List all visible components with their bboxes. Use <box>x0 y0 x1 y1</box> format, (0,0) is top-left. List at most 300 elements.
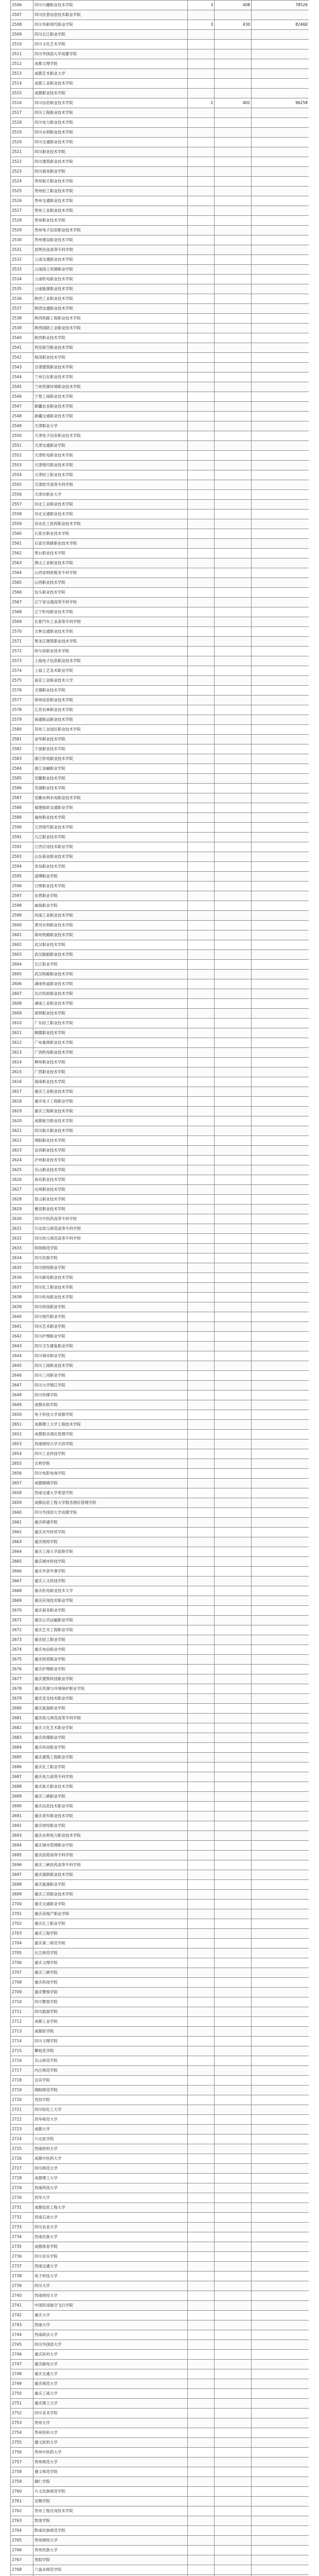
cell-v3 <box>252 431 309 441</box>
cell-v2 <box>215 402 252 412</box>
table-row <box>11 1175 309 1185</box>
cell-name: 天津现代职业技术学院 <box>33 461 188 470</box>
cell-v2 <box>215 774 252 784</box>
cell-v2 <box>215 1263 252 1273</box>
cell-v3 <box>252 2037 309 2046</box>
cell-v1 <box>188 872 215 882</box>
table-row <box>11 1273 309 1283</box>
cell-v3 <box>252 1518 309 1528</box>
cell-code: 2727 <box>11 2164 33 2174</box>
cell-v2 <box>215 2272 252 2281</box>
cell-v3 <box>252 1860 309 1870</box>
cell-v1 <box>188 392 215 402</box>
cell-v1 <box>188 2027 215 2037</box>
cell-v3 <box>252 245 309 255</box>
cell-name: 绵阳师范学院 <box>33 2086 188 2095</box>
cell-v1 <box>188 1851 215 1860</box>
cell-code: 2639 <box>11 1302 33 1312</box>
table-row <box>11 59 309 69</box>
cell-v1 <box>188 725 215 735</box>
table-row <box>11 813 309 823</box>
cell-name: 四川长江职业学院 <box>33 30 188 40</box>
cell-name: 乐山师范学院 <box>33 2056 188 2066</box>
cell-v3 <box>252 1097 309 1107</box>
table-row <box>11 2174 309 2183</box>
cell-v3 <box>252 372 309 382</box>
cell-v3 <box>252 2046 309 2056</box>
cell-v1 <box>188 1508 215 1518</box>
table-row <box>11 510 309 519</box>
cell-v2 <box>215 2281 252 2291</box>
cell-v1 <box>188 1674 215 1684</box>
cell-code: 2602 <box>11 940 33 950</box>
cell-v3 <box>252 500 309 510</box>
cell-v2 <box>215 1107 252 1116</box>
cell-v3 <box>252 1704 309 1714</box>
table-row <box>11 1058 309 1067</box>
cell-v1 <box>188 196 215 206</box>
table-row <box>11 1136 309 1146</box>
cell-v1 <box>188 324 215 333</box>
cell-name: 重庆传媒职业学院 <box>33 1733 188 1743</box>
table-row <box>11 1077 309 1087</box>
cell-v3 <box>252 2467 309 2477</box>
cell-v1 <box>188 226 215 235</box>
cell-code: 2587 <box>11 793 33 803</box>
cell-v1 <box>188 2213 215 2223</box>
cell-v2 <box>215 1342 252 1351</box>
cell-v2 <box>215 901 252 911</box>
table-row <box>11 2007 309 2017</box>
cell-v3 <box>252 1606 309 1616</box>
cell-name: 成都银杏酒店管理学院 <box>33 1430 188 1439</box>
cell-v2 <box>215 1665 252 1674</box>
table-row <box>11 40 309 49</box>
cell-name: 常州信息职业技术学院 <box>33 696 188 705</box>
cell-v1 <box>188 314 215 324</box>
cell-v1 <box>188 774 215 784</box>
cell-v2 <box>215 607 252 617</box>
cell-v1 <box>188 1782 215 1792</box>
cell-v2 <box>215 725 252 735</box>
table-row <box>11 549 309 558</box>
cell-v3 <box>252 921 309 930</box>
cell-v1 <box>188 108 215 118</box>
cell-name: 四川民族学院 <box>33 1253 188 1263</box>
cell-name: 贵州工业职业技术学院 <box>33 206 188 216</box>
cell-code: 2566 <box>11 588 33 598</box>
cell-code: 2718 <box>11 2076 33 2086</box>
cell-code: 2591 <box>11 833 33 842</box>
cell-code: 2626 <box>11 1175 33 1185</box>
cell-name: 安徽职业技术学院 <box>33 774 188 784</box>
cell-name: 深圳职业技术学院 <box>33 1009 188 1019</box>
cell-code: 2564 <box>11 568 33 578</box>
cell-code: 2619 <box>11 1107 33 1116</box>
cell-v2 <box>215 1841 252 1851</box>
cell-name: 云南交通职业技术学院 <box>33 255 188 265</box>
cell-name: 湖南工业职业技术学院 <box>33 999 188 1009</box>
cell-code: 2633 <box>11 1244 33 1253</box>
cell-v2 <box>215 754 252 764</box>
cell-code: 2625 <box>11 1165 33 1175</box>
cell-v1 <box>188 206 215 216</box>
table-row <box>11 1253 309 1263</box>
cell-code: 2551 <box>11 441 33 451</box>
cell-v2 <box>215 1439 252 1449</box>
cell-code: 2559 <box>11 519 33 529</box>
table-row <box>11 2203 309 2213</box>
table-row <box>11 1302 309 1312</box>
table-row <box>11 1097 309 1107</box>
cell-v2 <box>215 177 252 187</box>
cell-v3 <box>252 1156 309 1165</box>
cell-code: 2576 <box>11 686 33 696</box>
table-row <box>11 2164 309 2174</box>
table-row <box>11 1831 309 1841</box>
cell-name: 四川护理职业学院 <box>33 1332 188 1342</box>
cell-v3 <box>252 1665 309 1674</box>
cell-v2 <box>215 1772 252 1782</box>
cell-code: 2548 <box>11 412 33 421</box>
cell-code: 2640 <box>11 1312 33 1322</box>
cell-name: 重庆公共运输职业学院 <box>33 1616 188 1625</box>
cell-code: 2653 <box>11 1439 33 1449</box>
cell-v1 <box>188 1596 215 1606</box>
cell-name: 成都中医药大学 <box>33 2154 188 2164</box>
table-row <box>11 999 309 1009</box>
cell-code: 2581 <box>11 735 33 744</box>
cell-v1 <box>188 588 215 598</box>
table-row <box>11 2046 309 2056</box>
table-row <box>11 1909 309 1919</box>
cell-v1 <box>188 1958 215 1968</box>
table-row <box>11 1684 309 1694</box>
cell-v1 <box>188 2115 215 2125</box>
cell-code: 2758 <box>11 2467 33 2477</box>
cell-name: 成都东软学院 <box>33 1400 188 1410</box>
cell-code: 2538 <box>11 314 33 324</box>
cell-v3 <box>252 49 309 59</box>
cell-v3 <box>252 1214 309 1224</box>
cell-v3 <box>252 226 309 235</box>
cell-v1 <box>188 1723 215 1733</box>
cell-name: 眉山职业技术学院 <box>33 1195 188 1205</box>
cell-v2 <box>215 1714 252 1723</box>
table-row <box>11 1802 309 1811</box>
cell-name: 江西现代职业技术学院 <box>33 823 188 833</box>
cell-v1 <box>188 2340 215 2350</box>
cell-v1 <box>188 79 215 89</box>
cell-v1 <box>188 1077 215 1087</box>
cell-code: 2598 <box>11 901 33 911</box>
cell-v1 <box>188 999 215 1009</box>
table-row <box>11 2144 309 2154</box>
cell-v3 <box>252 1253 309 1263</box>
cell-name: 重庆航天职业技术学院 <box>33 1782 188 1792</box>
cell-v2 <box>215 480 252 490</box>
cell-name: 黄河水利职业技术学院 <box>33 921 188 930</box>
cell-v1 <box>188 1811 215 1821</box>
cell-code: 2563 <box>11 558 33 568</box>
cell-v2 <box>215 1704 252 1714</box>
cell-v1 <box>188 1567 215 1577</box>
cell-v3 <box>252 138 309 147</box>
cell-name: 陕西国防工业职业技术学院 <box>33 324 188 333</box>
cell-v2 <box>215 2311 252 2320</box>
cell-code: 2601 <box>11 930 33 940</box>
cell-v1 <box>188 1156 215 1165</box>
cell-v2 <box>215 2477 252 2487</box>
cell-code: 2728 <box>11 2174 33 2183</box>
cell-v1 <box>188 2409 215 2418</box>
cell-v1 <box>188 970 215 979</box>
cell-name: 四川邮电职业技术学院 <box>33 1273 188 1283</box>
cell-v1 <box>188 40 215 49</box>
table-row <box>11 1958 309 1968</box>
cell-v2 <box>215 2193 252 2203</box>
table-row <box>11 2076 309 2086</box>
table-row <box>11 539 309 549</box>
cell-code: 2729 <box>11 2183 33 2193</box>
cell-v1 <box>188 940 215 950</box>
cell-v1 <box>188 235 215 245</box>
cell-v1 <box>188 187 215 196</box>
cell-code: 2556 <box>11 490 33 500</box>
cell-v1 <box>188 59 215 69</box>
cell-v2 <box>215 1410 252 1420</box>
cell-code: 2747 <box>11 2360 33 2369</box>
table-row <box>11 1851 309 1860</box>
cell-v1 <box>188 343 215 353</box>
cell-v2 <box>215 167 252 177</box>
cell-name: 贵州中医药大学 <box>33 2448 188 2458</box>
cell-v2 <box>215 2555 252 2565</box>
table-row <box>11 500 309 510</box>
cell-v3 <box>252 627 309 637</box>
table-row <box>11 1116 309 1126</box>
cell-v1 <box>188 1655 215 1665</box>
cell-code: 2544 <box>11 372 33 382</box>
cell-v2 <box>215 1596 252 1606</box>
cell-v3 <box>252 1939 309 1948</box>
cell-v1 <box>188 2389 215 2399</box>
cell-name: 长江职业学院 <box>33 960 188 970</box>
table-row <box>11 2262 309 2272</box>
table-row <box>11 2506 309 2516</box>
cell-v2 <box>215 2144 252 2154</box>
cell-v3 <box>252 1997 309 2007</box>
cell-v1 <box>188 2183 215 2193</box>
cell-v2 <box>215 1762 252 1772</box>
cell-v2 <box>215 1528 252 1537</box>
cell-name: 唐山工业职业技术学院 <box>33 558 188 568</box>
cell-code: 2610 <box>11 1019 33 1028</box>
cell-v3 <box>252 490 309 500</box>
cell-v2 <box>215 2526 252 2536</box>
cell-name: 广东轻工职业技术学院 <box>33 1019 188 1028</box>
table-row <box>11 598 309 607</box>
cell-name: 江苏农林职业技术学院 <box>33 705 188 715</box>
table-row <box>11 1293 309 1302</box>
cell-name: 重庆交通大学 <box>33 2369 188 2379</box>
cell-code: 2742 <box>11 2311 33 2320</box>
cell-v3 <box>252 1058 309 1067</box>
cell-v2 <box>215 1890 252 1900</box>
cell-code: 2676 <box>11 1665 33 1674</box>
cell-v3 <box>252 1684 309 1694</box>
cell-code: 2671 <box>11 1616 33 1625</box>
cell-v1 <box>188 744 215 754</box>
cell-v2 <box>215 1723 252 1733</box>
table-row <box>11 1165 309 1175</box>
cell-name: 雅安职业技术学院 <box>33 1205 188 1214</box>
table-row <box>11 764 309 774</box>
cell-v2 <box>215 265 252 275</box>
cell-name: 重庆电信职业学院 <box>33 1645 188 1655</box>
cell-name: 西南交通大学 <box>33 2262 188 2272</box>
table-row <box>11 960 309 970</box>
cell-v3 <box>252 1293 309 1302</box>
cell-v2 <box>215 852 252 862</box>
cell-v1 <box>188 2193 215 2203</box>
cell-v1 <box>188 2066 215 2076</box>
cell-code: 2520 <box>11 138 33 147</box>
cell-code: 2704 <box>11 1939 33 1948</box>
cell-code: 2738 <box>11 2272 33 2281</box>
cell-v3 <box>252 1625 309 1635</box>
table-row <box>11 1811 309 1821</box>
cell-code: 2593 <box>11 852 33 862</box>
table-row <box>11 2428 309 2438</box>
table-row <box>11 98 309 108</box>
cell-v2 <box>215 2076 252 2086</box>
cell-v1 <box>188 1244 215 1253</box>
cell-v2 <box>215 842 252 852</box>
cell-name: 四川外国语大学成都学院 <box>33 49 188 59</box>
cell-name: 阿坝师范学院 <box>33 1244 188 1253</box>
cell-v2 <box>215 421 252 431</box>
table-row <box>11 901 309 911</box>
cell-code: 2733 <box>11 2223 33 2232</box>
table-row <box>11 2193 309 2203</box>
cell-v2 <box>215 1205 252 1214</box>
cell-name: 顺德职业技术学院 <box>33 1028 188 1038</box>
cell-v1 <box>188 1635 215 1645</box>
table-row <box>11 1420 309 1430</box>
cell-v1 <box>188 705 215 715</box>
cell-v2 <box>215 1244 252 1253</box>
cell-v3 <box>252 637 309 647</box>
cell-v1 <box>188 2506 215 2516</box>
cell-v3 <box>252 1410 309 1420</box>
cell-v3 <box>252 1733 309 1743</box>
cell-code: 2600 <box>11 921 33 930</box>
table-row <box>11 206 309 216</box>
table-row <box>11 1361 309 1371</box>
table-row <box>11 627 309 637</box>
cell-v3 <box>252 1988 309 1997</box>
cell-v1 <box>188 2360 215 2369</box>
cell-v2 <box>215 510 252 519</box>
table-row <box>11 891 309 901</box>
cell-v3 <box>252 1019 309 1028</box>
cell-v2 <box>215 1400 252 1410</box>
table-row <box>11 470 309 480</box>
cell-name: 辽宁机电职业技术学院 <box>33 607 188 617</box>
cell-v3 <box>252 529 309 539</box>
cell-v2 <box>215 764 252 774</box>
table-row <box>11 2086 309 2095</box>
table-row <box>11 2389 309 2399</box>
cell-code: 2677 <box>11 1674 33 1684</box>
cell-code: 2686 <box>11 1762 33 1772</box>
cell-v3 <box>252 1028 309 1038</box>
cell-name: 重庆科创职业学院 <box>33 1743 188 1753</box>
cell-code: 2762 <box>11 2506 33 2516</box>
cell-v1 <box>188 1890 215 1900</box>
cell-v3 <box>252 1430 309 1439</box>
cell-v1 <box>188 147 215 157</box>
table-row <box>11 911 309 921</box>
cell-name: 重庆房地产职业学院 <box>33 1909 188 1919</box>
cell-v1 <box>188 1126 215 1136</box>
cell-name: 四川音乐学院 <box>33 2252 188 2262</box>
cell-v2 <box>215 2467 252 2477</box>
cell-v2 <box>215 2399 252 2409</box>
cell-code: 2647 <box>11 1381 33 1391</box>
cell-name: 重庆外语外事学院 <box>33 1567 188 1577</box>
cell-v1 <box>188 1214 215 1224</box>
cell-v1 <box>188 1371 215 1381</box>
table-row <box>11 1772 309 1782</box>
cell-name: 重庆三峡医药高等专科学校 <box>33 1860 188 1870</box>
table-row <box>11 2272 309 2281</box>
table-row <box>11 1929 309 1939</box>
table-row <box>11 1880 309 1890</box>
cell-v3 <box>252 1391 309 1400</box>
cell-code: 2622 <box>11 1136 33 1146</box>
cell-v3 <box>252 891 309 901</box>
cell-v1 <box>188 1273 215 1283</box>
cell-code: 2611 <box>11 1028 33 1038</box>
cell-name: 西南政法大学 <box>33 2330 188 2340</box>
cell-name: 电子科技大学成都学院 <box>33 1410 188 1420</box>
table-row <box>11 754 309 764</box>
cell-v1 <box>188 578 215 588</box>
cell-code: 2528 <box>11 216 33 226</box>
cell-v1 <box>188 607 215 617</box>
cell-v2 <box>215 1165 252 1175</box>
table-row <box>11 2526 309 2536</box>
cell-v2 <box>215 206 252 216</box>
cell-v1 <box>188 1772 215 1782</box>
table-row <box>11 1410 309 1420</box>
cell-code: 2709 <box>11 1988 33 1997</box>
cell-v2 <box>215 1214 252 1224</box>
cell-v3 <box>252 1263 309 1273</box>
cell-code: 2746 <box>11 2350 33 2360</box>
table-row <box>11 108 309 118</box>
cell-v1 <box>188 2320 215 2330</box>
cell-name: 长沙民政职业技术学院 <box>33 989 188 999</box>
cell-v1 <box>188 1919 215 1929</box>
cell-v3 <box>252 2174 309 2183</box>
cell-v2: 408 <box>215 1 252 10</box>
cell-v2 <box>215 1919 252 1929</box>
table-row <box>11 177 309 187</box>
cell-v2 <box>215 539 252 549</box>
